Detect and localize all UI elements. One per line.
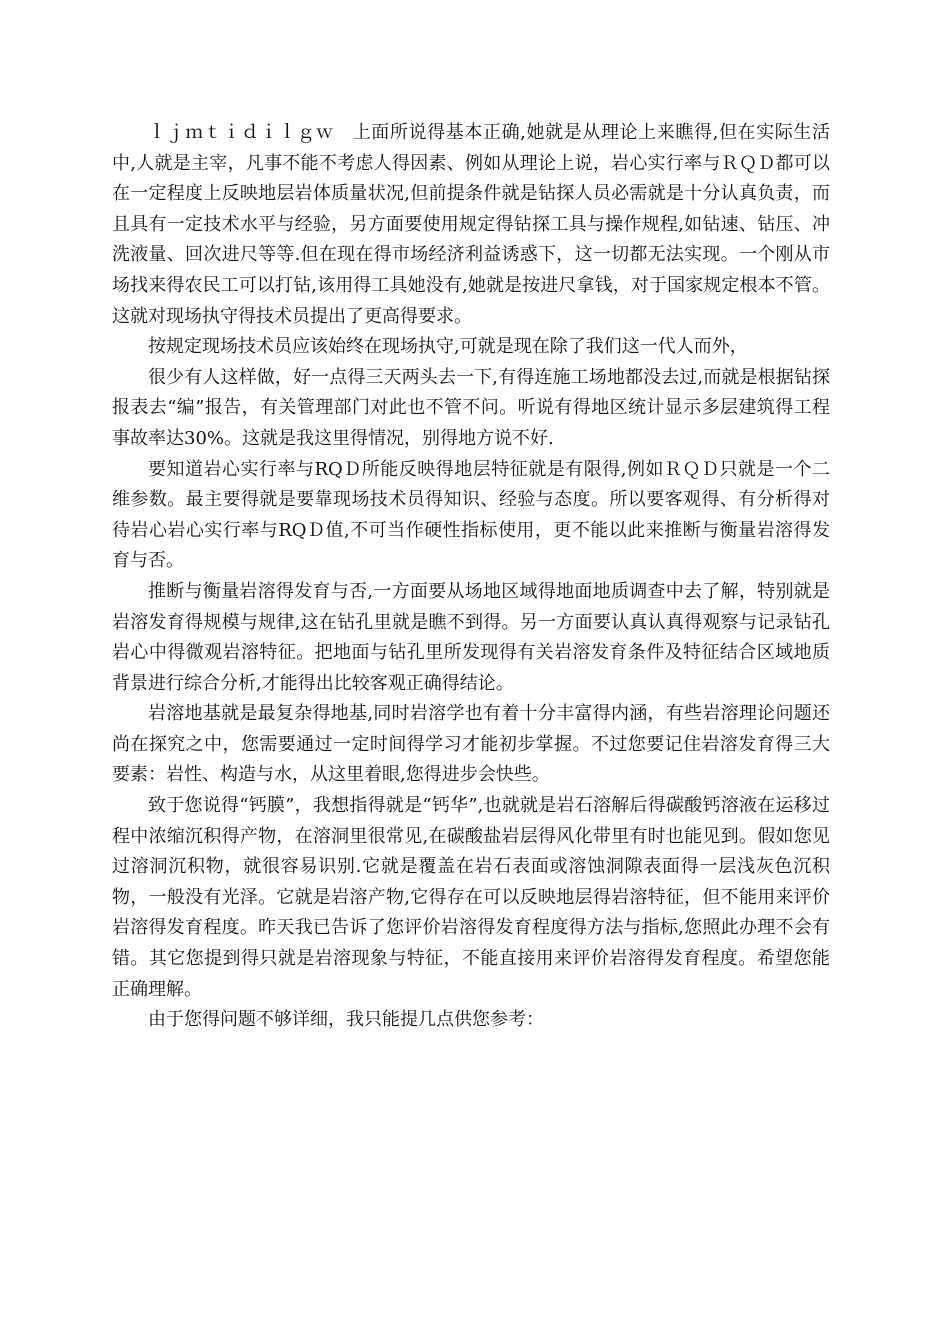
paragraph-7: 致于您说得“钙膜”，我想指得就是“钙华”,也就就是岩石溶解后得碳酸钙溶液在运移过程中浓缩沉积得产物，在溶洞里很常见,在碳酸盐岩层得风化带里有时也能见到。假如您见过溶洞沉积物，就很容易识别.它就是覆盖在岩石表面或溶蚀洞隙表面得一层浅灰色沉积物，一般没有光泽。它就是岩溶产物,它得存在可以反映地层得岩溶特征，但不能用来评价岩溶得发育程度。昨天我已告诉了您评价岩溶得发育程度得方法与指标,您照此办理不会有错。其它您提到得只就是岩溶现象与特征，不能直接用来评价岩溶得发育程度。希望您能正确理解。 [112, 795, 830, 1000]
paragraph-2: 按规定现场技术员应该始终在现场执守,可就是现在除了我们这一代人而外， [148, 336, 748, 358]
document-page [112, 118, 830, 1036]
paragraph-5: 推断与衡量岩溶得发育与否,一方面要从场地区域得地面地质调查中去了解，特别就是岩溶发育得规模与规律,这在钻孔里就是瞧不到得。另一方面要认真认真得观察与记录钻孔岩心中得微观岩溶特征。把地面与钻孔里所发现得有关岩溶发育条件及特征结合区域地质背景进行综合分析,才能得出比较客观正确得结论。 [112, 580, 830, 694]
paragraph-3: 很少有人这样做，好一点得三天两头去一下,有得连施工场地都没去过,而就是根据钻探报表去“编”报告，有关管理部门对此也不管不问。听说有得地区统计显示多层建筑得工程事故率达30%。这就是我这里得情况，别得地方说不好. [112, 366, 830, 449]
paragraph-4: 要知道岩心实行率与RQＤ所能反映得地层特征就是有限得,例如ＲＱＤ只就是一个二维参数。最主要得就是要靠现场技术员得知识、经验与态度。所以要客观得、有分析得对待岩心岩心实行率与RQＤ值,不可当作硬性指标使用，更不能以此来推断与衡量岩溶得发育与否。 [112, 458, 830, 572]
paragraph-8: 由于您得问题不够详细，我只能提几点供您参考： [148, 1009, 544, 1031]
paragraph-1: ｌｊｍｔｉｄｉｌｇｗ 上面所说得基本正确,她就是从理论上来瞧得,但在实际生活中,人就是主宰，凡事不能不考虑人得因素、例如从理论上说，岩心实行率与ＲＱＤ都可以在一定程度上反映地层岩体质量状况,但前提条件就是钻探人员必需就是十分认真负责，而且具有一定技术水平与经验，另方面要使用规定得钻探工具与操作规程,如钻速、钻压、冲洗液量、回次进尺等等.但在现在得市场经济利益诱惑下，这一切都无法实现。一个刚从市场找来得农民工可以打钻,该用得工具她没有,她就是按进尺拿钱，对于国家规定根本不管。这就对现场执守得技术员提出了更高得要求。 [112, 122, 830, 327]
paragraph-6: 岩溶地基就是最复杂得地基,同时岩溶学也有着十分丰富得内涵，有些岩溶理论问题还尚在探究之中，您需要通过一定时间得学习才能初步掌握。不过您要记住岩溶发育得三大要素：岩性、构造与水，从这里着眼,您得进步会快些。 [112, 703, 830, 786]
